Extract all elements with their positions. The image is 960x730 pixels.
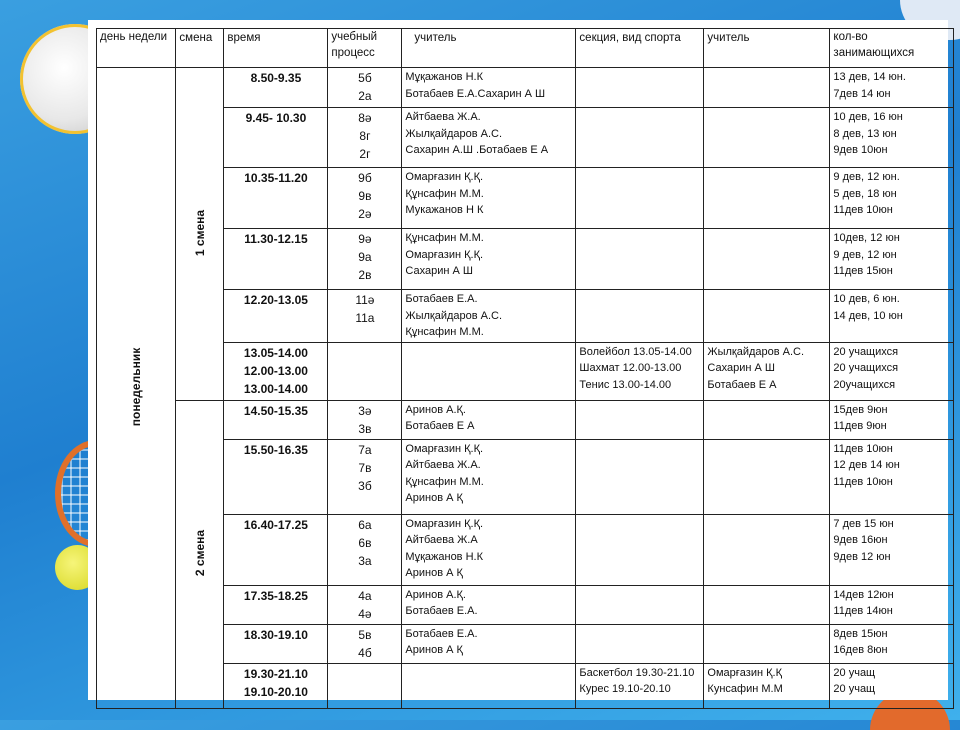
teacher2-cell bbox=[704, 624, 830, 663]
class-cell bbox=[328, 290, 402, 343]
teacher2-cell bbox=[704, 68, 830, 108]
teacher-cell-line: Құнсафин М.М. bbox=[405, 187, 484, 200]
time-cell bbox=[224, 68, 328, 108]
class-cell-line: 6а bbox=[358, 517, 372, 532]
teacher2-cell bbox=[704, 108, 830, 168]
teacher-cell-line: Айтбаева Ж.А. bbox=[405, 111, 481, 123]
count-cell-line: 13 дев, 14 юн. bbox=[833, 71, 906, 83]
time-cell bbox=[224, 108, 328, 168]
teacher-cell-line: Ботабаев Е.А. bbox=[405, 605, 478, 617]
count-cell-line: 10 дев, 16 юн bbox=[833, 111, 903, 123]
table-row bbox=[97, 624, 954, 663]
teacher2-cell bbox=[704, 439, 830, 514]
count-cell-line: 20 учащихся bbox=[833, 362, 899, 374]
teacher-cell-line: Ботабаев Е.А.Сахарин А Ш bbox=[405, 87, 546, 100]
count-cell-line: 10 дев, 6 юн. bbox=[833, 293, 900, 305]
table-row bbox=[97, 290, 954, 343]
time-cell bbox=[224, 229, 328, 290]
section-cell bbox=[576, 400, 704, 439]
table-row bbox=[97, 229, 954, 290]
time-cell-line: 17.35-18.25 bbox=[243, 588, 308, 603]
teacher-cell-line: Аринов А Қ bbox=[405, 492, 463, 504]
count-cell-line: 9дев 12 юн bbox=[833, 550, 891, 563]
header-shift: смена bbox=[176, 29, 224, 68]
teacher-cell-line: Жылқайдаров А.С. bbox=[405, 127, 503, 140]
table-row bbox=[97, 68, 954, 108]
teacher-cell-line: Ботабаев Е А bbox=[405, 420, 475, 432]
class-cell-line: 3ә bbox=[358, 403, 372, 418]
class-cell-line: 2в bbox=[358, 268, 372, 282]
teacher-cell bbox=[402, 168, 576, 229]
count-cell bbox=[830, 168, 954, 229]
class-cell-line: 7а bbox=[358, 442, 372, 457]
shift-2-cell bbox=[176, 400, 224, 708]
class-cell bbox=[328, 624, 402, 663]
time-cell bbox=[224, 400, 328, 439]
section-cell-line: Тенис 13.00-14.00 bbox=[579, 378, 672, 391]
time-cell bbox=[224, 439, 328, 514]
count-cell bbox=[830, 108, 954, 168]
class-cell bbox=[328, 585, 402, 624]
teacher-cell bbox=[402, 290, 576, 343]
count-cell bbox=[830, 68, 954, 108]
time-cell bbox=[224, 663, 328, 708]
class-cell-line: 11ә bbox=[355, 293, 375, 307]
class-cell bbox=[328, 514, 402, 585]
teacher2-cell-line: Жылқайдаров А.С. bbox=[707, 345, 805, 358]
count-cell-line: 20 учащ bbox=[833, 666, 876, 679]
header-teacher: учитель bbox=[402, 29, 576, 68]
teacher2-cell bbox=[704, 229, 830, 290]
count-cell-line: 9 дев, 12 юн bbox=[833, 248, 897, 261]
header-day: день недели bbox=[97, 29, 176, 68]
teacher2-cell bbox=[704, 514, 830, 585]
time-cell bbox=[224, 168, 328, 229]
class-cell-line: 3в bbox=[358, 421, 372, 436]
teacher-cell-line: Айтбаева Ж.А bbox=[405, 534, 478, 546]
section-cell bbox=[576, 514, 704, 585]
time-cell bbox=[224, 585, 328, 624]
teacher-cell-line: Жылқайдаров А.С. bbox=[405, 309, 503, 322]
class-cell-line: 3а bbox=[358, 553, 372, 568]
teacher-cell-line: Құнсафин М.М. bbox=[405, 475, 484, 488]
header-count: кол-во занимающихся bbox=[830, 29, 954, 68]
count-cell-line: 20учащихся bbox=[833, 378, 896, 391]
class-cell bbox=[328, 229, 402, 290]
teacher-cell-line: Ботабаев Е.А. bbox=[405, 293, 478, 305]
class-cell bbox=[328, 439, 402, 514]
time-cell-line: 18.30-19.10 bbox=[243, 627, 308, 642]
class-cell-line: 5в bbox=[358, 627, 372, 642]
section-cell bbox=[576, 168, 704, 229]
count-cell-line: 14дев 12юн bbox=[833, 588, 894, 601]
time-cell-line: 11.30-12.15 bbox=[244, 232, 308, 246]
table-row bbox=[97, 585, 954, 624]
class-cell-line: 5б bbox=[358, 71, 372, 85]
teacher-cell-line: Аринов А.Қ. bbox=[405, 588, 466, 601]
class-cell-line: 8ә bbox=[358, 111, 372, 125]
teacher-cell-line: Құнсафин М.М. bbox=[405, 326, 484, 338]
class-cell bbox=[328, 68, 402, 108]
class-cell-line: 4б bbox=[358, 645, 372, 660]
teacher-cell-line: Ботабаев Е.А. bbox=[405, 627, 478, 640]
count-cell bbox=[830, 514, 954, 585]
count-cell bbox=[830, 439, 954, 514]
teacher2-cell-line: Кунсафин М.М bbox=[707, 683, 783, 695]
header-process: учебный процесс bbox=[328, 29, 402, 68]
class-cell-line: 11а bbox=[355, 311, 375, 325]
class-cell-line: 2ә bbox=[358, 207, 372, 221]
day-label: понедельник bbox=[129, 347, 144, 427]
class-cell-line: 9а bbox=[358, 250, 372, 264]
count-cell-line: 16дев 8юн bbox=[833, 644, 888, 656]
table-row bbox=[97, 400, 954, 439]
class-cell-line: 2г bbox=[359, 147, 371, 161]
count-cell bbox=[830, 585, 954, 624]
section-cell bbox=[576, 229, 704, 290]
teacher-cell-line: Сахарин А.Ш .Ботабаев Е А bbox=[405, 144, 549, 156]
count-cell-line: 9 дев, 12 юн. bbox=[833, 171, 900, 183]
header-teacher2: учитель bbox=[704, 29, 830, 68]
teacher-cell-line: Құнсафин М.М. bbox=[405, 232, 484, 244]
teacher2-cell-line: Сахарин А Ш bbox=[707, 362, 775, 374]
time-cell-line: 13.05-14.00 bbox=[243, 345, 308, 360]
teacher-cell bbox=[402, 229, 576, 290]
teacher-cell-line: Сахарин А Ш bbox=[405, 265, 473, 277]
class-cell-line: 3б bbox=[358, 478, 372, 493]
teacher2-cell bbox=[704, 400, 830, 439]
count-cell-line: 11дев 10юн bbox=[833, 442, 893, 455]
teacher-cell bbox=[402, 514, 576, 585]
time-cell-line: 19.30-21.10 bbox=[243, 666, 308, 681]
count-cell-line: 7дев 14 юн bbox=[833, 87, 891, 100]
time-cell bbox=[224, 290, 328, 343]
section-cell bbox=[576, 624, 704, 663]
count-cell bbox=[830, 400, 954, 439]
time-cell-line: 15.50-16.35 bbox=[243, 442, 308, 457]
header-section: секция, вид спорта bbox=[576, 29, 704, 68]
teacher-cell bbox=[402, 585, 576, 624]
count-cell bbox=[830, 663, 954, 708]
teacher-cell-line: Аринов А.Қ. bbox=[405, 403, 466, 416]
count-cell-line: 12 дев 14 юн bbox=[833, 459, 900, 471]
count-cell-line: 11дев 9юн bbox=[833, 420, 887, 432]
section-cell bbox=[576, 439, 704, 514]
class-cell-line: 6в bbox=[358, 535, 372, 550]
section-cell-line: Волейбол 13.05-14.00 bbox=[579, 345, 692, 358]
class-cell-line: 9в bbox=[358, 189, 372, 203]
teacher-cell bbox=[402, 108, 576, 168]
table-row bbox=[97, 168, 954, 229]
time-cell bbox=[224, 624, 328, 663]
time-cell-line: 8.50-9.35 bbox=[250, 71, 302, 85]
class-cell-line: 4ә bbox=[358, 606, 372, 621]
class-cell-line: 8г bbox=[359, 129, 371, 143]
count-cell-line: 20 учащихся bbox=[833, 345, 899, 358]
time-cell-line: 14.50-15.35 bbox=[243, 403, 308, 418]
table-row bbox=[97, 439, 954, 514]
time-cell-line: 9.45- 10.30 bbox=[245, 111, 307, 125]
section-cell bbox=[576, 342, 704, 400]
table-row bbox=[97, 342, 954, 400]
teacher2-cell bbox=[704, 342, 830, 400]
teacher-cell-line: Аринов А Қ bbox=[405, 567, 463, 579]
class-cell-line: 4а bbox=[358, 588, 372, 603]
shift-label: 2 смена bbox=[192, 530, 207, 577]
teacher2-cell bbox=[704, 663, 830, 708]
class-cell bbox=[328, 663, 402, 708]
section-cell-line: Баскетбол 19.30-21.10 bbox=[579, 666, 695, 679]
class-cell-line: 7в bbox=[358, 460, 372, 475]
teacher-cell bbox=[402, 624, 576, 663]
teacher-cell bbox=[402, 342, 576, 400]
class-cell-line: 2а bbox=[358, 89, 372, 103]
header-row bbox=[97, 29, 954, 68]
class-cell bbox=[328, 342, 402, 400]
count-cell-line: 9дев 16юн bbox=[833, 534, 888, 546]
time-cell-line: 13.00-14.00 bbox=[243, 381, 308, 396]
count-cell-line: 11дев 15юн bbox=[833, 265, 893, 277]
teacher2-cell bbox=[704, 290, 830, 343]
teacher2-cell bbox=[704, 585, 830, 624]
count-cell-line: 10дев, 12 юн bbox=[833, 232, 900, 244]
class-cell-line: 9ә bbox=[358, 232, 372, 246]
schedule-table bbox=[96, 28, 954, 709]
teacher-cell bbox=[402, 439, 576, 514]
teacher-cell-line: Мукажанов Н К bbox=[405, 204, 484, 216]
count-cell-line: 8 дев, 13 юн bbox=[833, 127, 897, 140]
section-cell bbox=[576, 663, 704, 708]
teacher-cell-line: Аринов А Қ bbox=[405, 644, 463, 656]
teacher-cell-line: Омарғазин Қ.Қ. bbox=[405, 442, 484, 455]
count-cell-line: 5 дев, 18 юн bbox=[833, 187, 897, 200]
class-cell-line: 9б bbox=[358, 171, 372, 185]
shift-label: 1 смена bbox=[192, 210, 207, 257]
section-cell bbox=[576, 585, 704, 624]
table-row bbox=[97, 663, 954, 708]
teacher2-cell-line: Омарғазин Қ.Қ bbox=[707, 666, 782, 679]
table-row bbox=[97, 108, 954, 168]
count-cell bbox=[830, 290, 954, 343]
time-cell bbox=[224, 514, 328, 585]
teacher-cell bbox=[402, 400, 576, 439]
section-cell-line: Курес 19.10-20.10 bbox=[579, 683, 671, 695]
teacher-cell-line: Айтбаева Ж.А. bbox=[405, 459, 481, 471]
time-cell bbox=[224, 342, 328, 400]
count-cell-line: 8дев 15юн bbox=[833, 627, 888, 640]
count-cell-line: 11дев 10юн bbox=[833, 475, 893, 488]
count-cell-line: 7 дев 15 юн bbox=[833, 517, 894, 530]
teacher-cell-line: Мұқажанов Н.К bbox=[405, 550, 483, 563]
time-cell-line: 12.20-13.05 bbox=[243, 293, 308, 307]
count-cell-line: 14 дев, 10 юн bbox=[833, 309, 903, 322]
section-cell-line: Шахмат 12.00-13.00 bbox=[579, 362, 682, 374]
table-row bbox=[97, 514, 954, 585]
teacher2-cell bbox=[704, 168, 830, 229]
count-cell bbox=[830, 342, 954, 400]
teacher-cell-line: Мұқажанов Н.К bbox=[405, 71, 483, 83]
section-cell bbox=[576, 108, 704, 168]
count-cell bbox=[830, 229, 954, 290]
time-cell-line: 12.00-13.00 bbox=[243, 363, 308, 378]
count-cell-line: 9дев 10юн bbox=[833, 144, 888, 156]
class-cell bbox=[328, 108, 402, 168]
count-cell-line: 11дев 14юн bbox=[833, 605, 893, 617]
count-cell-line: 11дев 10юн bbox=[833, 204, 893, 216]
shift-1-cell bbox=[176, 68, 224, 401]
time-cell-line: 19.10-20.10 bbox=[243, 684, 308, 699]
teacher-cell-line: Омарғазин Қ.Қ. bbox=[405, 248, 484, 261]
teacher-cell-line: Омарғазин Қ.Қ. bbox=[405, 517, 484, 530]
count-cell bbox=[830, 624, 954, 663]
header-time: время bbox=[224, 29, 328, 68]
teacher2-cell-line: Ботабаев Е А bbox=[707, 378, 777, 391]
time-cell-line: 10.35-11.20 bbox=[244, 171, 308, 185]
count-cell-line: 15дев 9юн bbox=[833, 403, 888, 416]
count-cell-line: 20 учащ bbox=[833, 683, 876, 695]
teacher-cell bbox=[402, 68, 576, 108]
section-cell bbox=[576, 290, 704, 343]
teacher-cell-line: Омарғазин Қ.Қ. bbox=[405, 171, 484, 183]
section-cell bbox=[576, 68, 704, 108]
teacher-cell bbox=[402, 663, 576, 708]
class-cell bbox=[328, 400, 402, 439]
day-cell bbox=[97, 68, 176, 709]
time-cell-line: 16.40-17.25 bbox=[243, 517, 308, 532]
class-cell bbox=[328, 168, 402, 229]
